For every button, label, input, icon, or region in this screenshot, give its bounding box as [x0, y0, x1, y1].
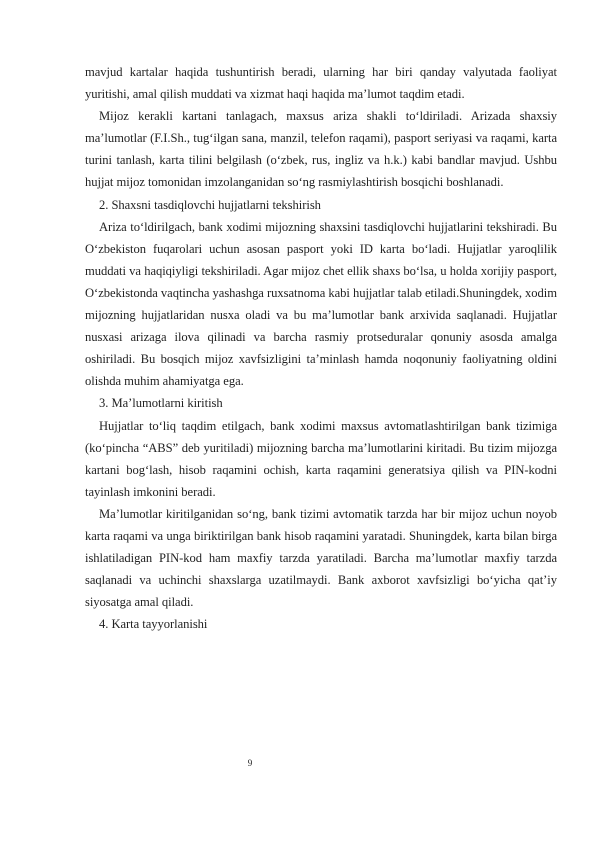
section-heading-card-preparation: 4. Karta tayyorlanishi	[99, 617, 208, 632]
paragraph-document-check: Ariza to‘ldirilgach, bank xodimi mijozning shaxsini tasdiqlovchi hujjatlarini tekshiradi. Bu O‘zbekiston fuqarolari uchun asosan pasport yoki ID karta bo‘ladi. Hujjatlar yaroqlilik muddati va haqiqiyligi tekshiriladi. Agar mijoz chet ellik shaxs bo‘lsa, u holda xorijiy pasport, O‘zbekistonda vaqtincha yashashga ruxsatnoma kabi hujjatlar talab etiladi.Shuningdek, xodim mijozning hujjatlaridan nusxa oladi va bu ma’lumotlar bank arxivida saqlanadi. Hujjatlar nusxasi arizaga ilova qilinadi va barcha rasmiy protseduralar qonuniy asosda amalga oshiriladi. Bu bosqich mijoz xavfsizligini ta’minlash hamda noqonuniy faoliyatning oldini olishda muhim ahamiyatga ega.	[85, 219, 557, 389]
paragraph-application-form: Mijoz kerakli kartani tanlagach, maxsus ariza shakli to‘ldiriladi. Arizada shaxsiy ma’lumotlar (F.I.Sh., tug‘ilgan sana, manzil, telefon raqami), pasport seriyasi va raqami, karta turini tanlash, karta tilini belgilash (o‘zbek, rus, ingliz va h.k.) kabi bandlar mavjud. Ushbu hujjat mijoz tomonidan imzolanganidan so‘ng rasmiylashtirish bosqichi boshlanadi.	[85, 109, 557, 190]
paragraph-card-number-generation: Ma’lumotlar kiritilganidan so‘ng, bank tizimi avtomatik tarzda har bir mijoz uchun noyob karta raqami va unga biriktirilgan bank hisob raqamini yaratadi. Shuningdek, karta bilan birga ishlatiladigan PIN-kod ham maxfiy tarzda yaratiladi. Barcha ma’lumotlar maxfiy tarzda saqlanadi va uchinchi shaxslarga uzatilmaydi. Bank axborot xavfsizligi bo‘yicha qat’iy siyosatga amal qiladi.	[85, 506, 557, 610]
page-number: 9	[247, 758, 253, 768]
section-heading-document-check: 2. Shaxsni tasdiqlovchi hujjatlarni tekshirish	[99, 197, 321, 212]
section-heading-data-entry: 3. Ma’lumotlarni kiritish	[99, 396, 223, 411]
body-text	[85, 61, 557, 635]
paragraph-continuation: mavjud kartalar haqida tushuntirish beradi, ularning har biri qanday valyutada faoliyat yuritishi, amal qilish muddati va xizmat haqi haqida ma’lumot taqdim etadi.	[85, 65, 557, 102]
paragraph-data-entry: Hujjatlar to‘liq taqdim etilgach, bank xodimi maxsus avtomatlashtirilgan bank tizimiga (ko‘pincha “ABS” deb yuritiladi) mijozning barcha ma’lumotlarini kiritadi. Bu tizim mijozga kartani bog‘lash, hisob raqamini ochish, karta raqamini generatsiya qilish va PIN-kodni tayinlash imkonini beradi.	[85, 418, 557, 499]
